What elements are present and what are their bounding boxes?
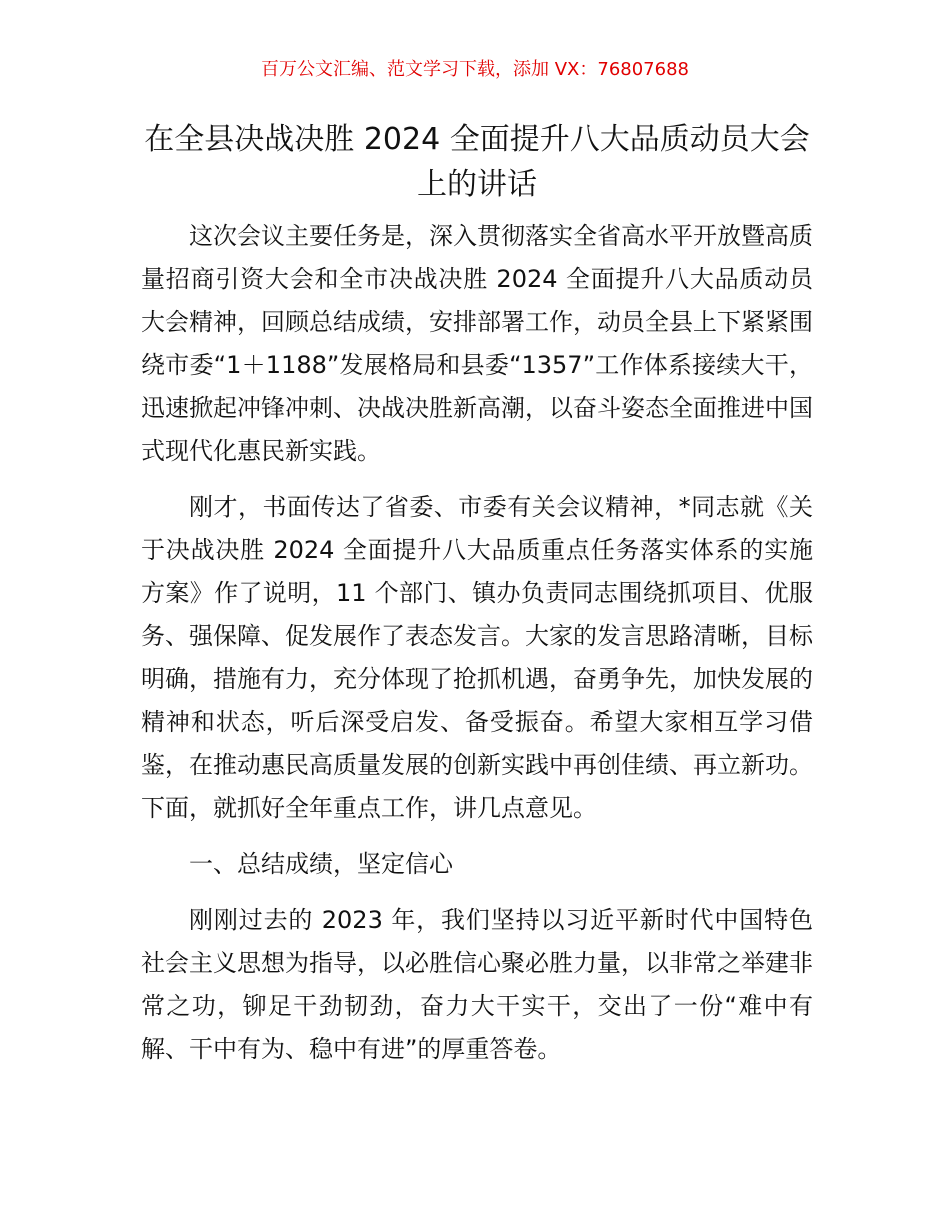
header-contact-note: 百万公文汇编、范文学习下载，添加 VX：76807688 [261,59,689,80]
page-title: 在全县决战决胜 2024 全面提升八大品质动员大会上的讲话 [144,122,810,202]
document-body [141,215,813,1084]
paragraph-section-1: 刚刚过去的 2023 年，我们坚持以习近平新时代中国特色社会主义思想为指导，以必胜信心聚必胜力量，以非常之举建非常之功，铆足干劲韧劲，奋力大干实干，交出了一份“难中有解、干中有为、稳中有进”的厚重答卷。 [141,906,813,1063]
paragraph-summary: 刚才，书面传达了省委、市委有关会议精神，*同志就《关于决战决胜 2024 全面提升八大品质重点任务落实体系的实施方案》作了说明，11 个部门、镇办负责同志围绕抓项目、优服务、强保障、促发展作了表态发言。大家的发言思路清晰，目标明确，措施有力，充分体现了抢抓机遇，奋勇争先，加快发展的精神和状态，听后深受启发、备受振奋。希望大家相互学习借鉴，在推动惠民高质量发展的创新实践中再创佳绩、再立新功。下面，就抓好全年重点工作，讲几点意见。 [141,493,813,822]
section-heading: 一、总结成绩，坚定信心 [189,850,453,878]
paragraph-intro: 这次会议主要任务是，深入贯彻落实全省高水平开放暨高质量招商引资大会和全市决战决胜 2024 全面提升八大品质动员大会精神，回顾总结成绩，安排部署工作，动员全县上下紧紧围绕市委“1＋1188”发展格局和县委“1357”工作体系接续大干，迅速掀起冲锋冲刺、决战决胜新高潮，以奋斗姿态全面推进中国式现代化惠民新实践。 [141,222,813,465]
